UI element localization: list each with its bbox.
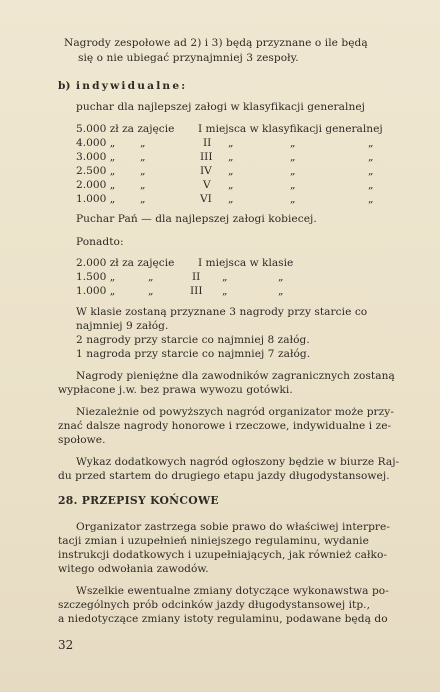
- text-line: Puchar Pań — dla najlepszej załogi kobiecej.: [76, 213, 317, 225]
- ditto-mark: „: [148, 285, 154, 297]
- ditto-mark: „: [290, 193, 296, 205]
- text-line: W klasie zostaną przyznane 3 nagrody przy starcie co: [76, 306, 368, 318]
- ditto-mark: „: [368, 165, 374, 177]
- text-line: puchar dla najlepszej załogi w klasyfikacji generalnej: [76, 101, 365, 113]
- prize-place: IV: [200, 165, 212, 177]
- page-number: 32: [58, 638, 74, 652]
- prize-place: I miejsca w klasie: [198, 257, 294, 269]
- ditto-mark: „: [140, 165, 146, 177]
- ditto-mark: „: [368, 193, 374, 205]
- ditto-mark: „: [228, 165, 234, 177]
- ditto-mark: „: [278, 285, 284, 297]
- text-line: się o nie ubiegać przynajmniej 3 zespoły.: [78, 52, 299, 64]
- section-title: indywidualne:: [76, 80, 188, 92]
- text-line: Ponadto:: [76, 236, 124, 248]
- text-line: a niedotyczące zmiany istoty regulaminu, podawane będą do: [58, 613, 388, 625]
- text-line: tacji zmian i uzupełnień niniejszego regulaminu, wydanie: [58, 535, 369, 547]
- prize-place: V: [203, 179, 211, 191]
- text-line: Niezależnie od powyższych nagród organizator może przy-: [76, 406, 394, 418]
- text-line: 2 nagrody przy starcie co najmniej 8 załóg.: [76, 334, 310, 346]
- text-line: instrukcji dodatkowych i uzupełniających, jak również całko-: [58, 549, 388, 561]
- prize-amount: 5.000 zł za zajęcie: [76, 123, 175, 135]
- ditto-mark: „: [140, 179, 146, 191]
- ditto-mark: „: [228, 193, 234, 205]
- ditto-mark: „: [222, 271, 228, 283]
- prize-amount: 1.500 „: [76, 271, 116, 283]
- ditto-mark: „: [148, 271, 154, 283]
- ditto-mark: „: [228, 179, 234, 191]
- ditto-mark: „: [368, 179, 374, 191]
- ditto-mark: „: [140, 151, 146, 163]
- ditto-mark: „: [278, 271, 284, 283]
- text-line: du przed startem do drugiego etapu jazdy długodystansowej.: [58, 470, 390, 482]
- ditto-mark: „: [140, 137, 146, 149]
- text-line: najmniej 9 załóg.: [76, 320, 169, 332]
- text-line: Nagrody pieniężne dla zawodników zagranicznych zostaną: [76, 370, 395, 382]
- prize-amount: 1.000 „: [76, 193, 116, 205]
- section-heading: 28. PRZEPISY KOŃCOWE: [58, 494, 219, 507]
- ditto-mark: „: [228, 137, 234, 149]
- prize-place: III: [200, 151, 213, 163]
- prize-place: III: [190, 285, 203, 297]
- ditto-mark: „: [368, 137, 374, 149]
- prize-amount: 3.000 „: [76, 151, 116, 163]
- prize-amount: 4.000 „: [76, 137, 116, 149]
- text-line: szczególnych prób odcinków jazdy długodystansowej itp.,: [58, 599, 371, 611]
- text-line: Nagrody zespołowe ad 2) i 3) będą przyznane o ile będą: [64, 37, 368, 49]
- prize-amount: 2.000 zł za zajęcie: [76, 257, 175, 269]
- prize-amount: 2.000 „: [76, 179, 116, 191]
- ditto-mark: „: [290, 179, 296, 191]
- ditto-mark: „: [228, 151, 234, 163]
- text-line: 1 nagroda przy starcie co najmniej 7 załóg.: [76, 348, 311, 360]
- text-line: Organizator zastrzega sobie prawo do właściwej interpre-: [76, 521, 390, 533]
- ditto-mark: „: [222, 285, 228, 297]
- ditto-mark: „: [140, 193, 146, 205]
- prize-amount: 1.000 „: [76, 285, 116, 297]
- ditto-mark: „: [290, 151, 296, 163]
- ditto-mark: „: [290, 137, 296, 149]
- text-line: Wszelkie ewentualne zmiany dotyczące wykonawstwa po-: [76, 585, 389, 597]
- text-line: witego odwołania zawodów.: [58, 563, 209, 575]
- prize-place: II: [192, 271, 201, 283]
- ditto-mark: „: [290, 165, 296, 177]
- text-line: wypłacone j.w. bez prawa wywozu gotówki.: [58, 384, 293, 396]
- prize-place: II: [203, 137, 212, 149]
- prize-place: VI: [200, 193, 212, 205]
- text-line: Wykaz dodatkowych nagród ogłoszony będzie w biurze Raj-: [76, 456, 400, 468]
- text-line: znać dalsze nagrody honorowe i rzeczowe, indywidualne i ze-: [58, 420, 392, 432]
- ditto-mark: „: [368, 151, 374, 163]
- prize-place: I miejsca w klasyfikacji generalnej: [198, 123, 383, 135]
- text-line: społowe.: [58, 434, 106, 446]
- prize-amount: 2.500 „: [76, 165, 116, 177]
- section-label: b): [58, 80, 71, 92]
